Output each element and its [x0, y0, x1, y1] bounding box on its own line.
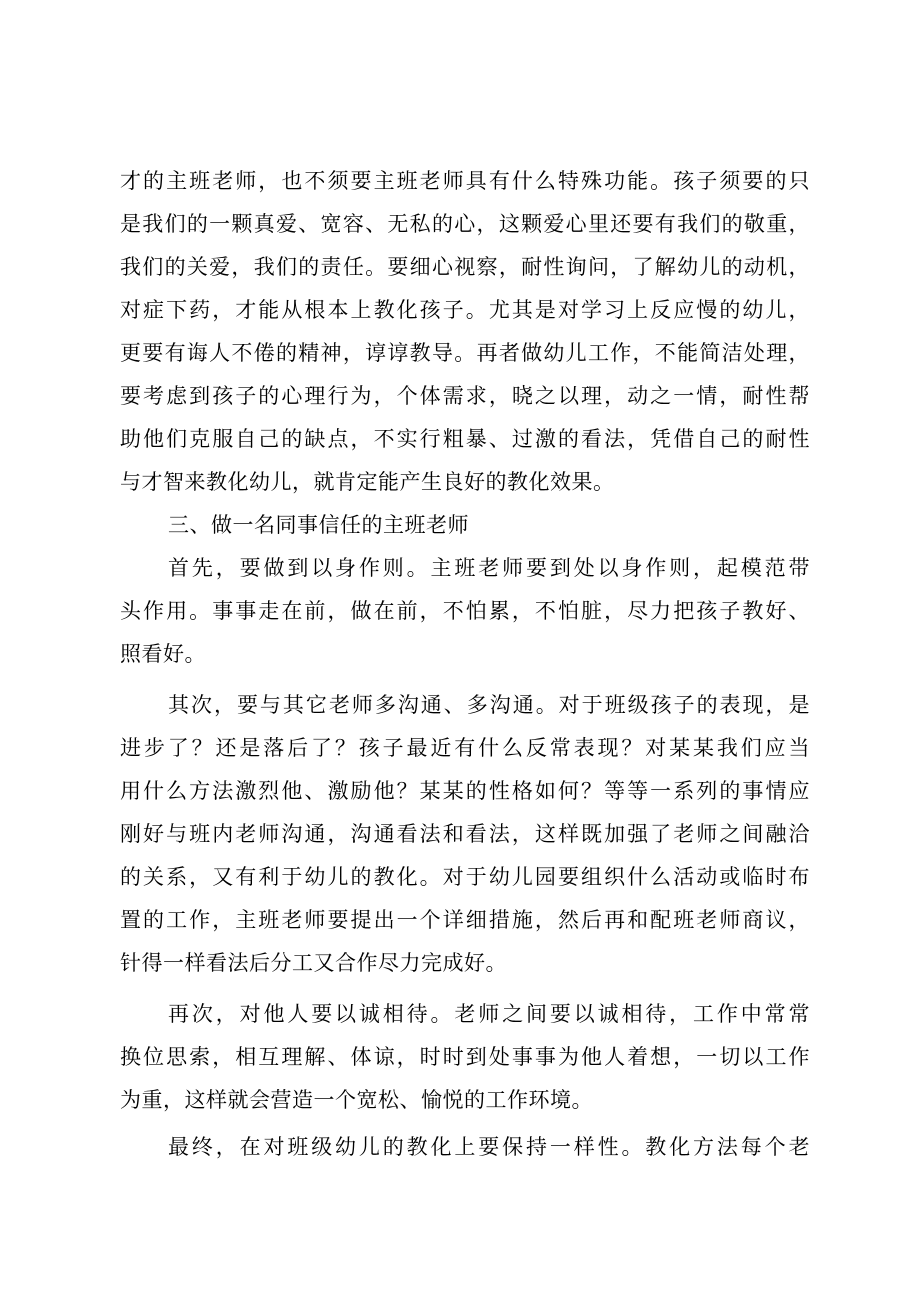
paragraph-line: 照看好。 [120, 642, 206, 666]
paragraph-line: 首先，要做到以身作则。主班老师要到处以身作则，起模范带 [168, 556, 810, 580]
section-heading [120, 504, 810, 547]
document-body [120, 160, 810, 1169]
paragraph-line: 的关系，又有利于幼儿的教化。对于幼儿园要组织什么活动或临时布 [120, 865, 810, 889]
paragraph-line: 头作用。事事走在前，做在前，不怕累，不怕脏，尽力把孩子教好、 [120, 599, 810, 623]
paragraph-line: 最终，在对班级幼儿的教化上要保持一样性。教化方法每个老 [168, 1135, 810, 1159]
paragraph-line: 才的主班老师，也不须要主班老师具有什么特殊功能。孩子须要的只 [120, 169, 810, 193]
paragraph-line: 助他们克服自己的缺点，不实行粗暴、过激的看法，凭借自己的耐性 [120, 427, 810, 451]
paragraph-line: 要考虑到孩子的心理行为，个体需求，晓之以理，动之一情，耐性帮 [120, 384, 810, 408]
paragraph-line: 为重，这样就会营造一个宽松、愉悦的工作环境。 [120, 1088, 593, 1112]
paragraph-line: 是我们的一颗真爱、宽容、无私的心，这颗爱心里还要有我们的敬重， [120, 212, 810, 236]
paragraph-line: 与才智来教化幼儿，就肯定能产生良好的教化效果。 [120, 470, 615, 494]
paragraph-line: 刚好与班内老师沟通，沟通看法和看法，这样既加强了老师之间融洽 [120, 822, 810, 846]
paragraph-line: 对症下药，才能从根本上教化孩子。尤其是对学习上反应慢的幼儿， [120, 298, 810, 322]
paragraph-line: 更要有诲人不倦的精神，谆谆教导。再者做幼儿工作，不能简洁处理， [120, 341, 810, 365]
paragraph-line: 置的工作，主班老师要提出一个详细措施，然后再和配班老师商议， [120, 908, 810, 932]
section-heading-text: 三、做一名同事信任的主班老师 [168, 513, 469, 537]
paragraph-1 [120, 160, 810, 504]
paragraph-5 [120, 1126, 810, 1169]
paragraph-line: 用什么方法激烈他、激励他？某某的性格如何？等等一系列的事情应 [120, 779, 810, 803]
paragraph-line: 我们的关爱，我们的责任。要细心视察，耐性询问，了解幼儿的动机， [120, 255, 810, 279]
paragraph-line: 换位思索，相互理解、体谅，时时到处事事为他人着想，一切以工作 [120, 1045, 810, 1069]
paragraph-line: 其次，要与其它老师多沟通、多沟通。对于班级孩子的表现，是 [168, 693, 810, 717]
paragraph-line: 进步了？还是落后了？孩子最近有什么反常表现？对某某我们应当 [120, 736, 810, 760]
paragraph-3 [120, 684, 810, 985]
paragraph-line: 再次，对他人要以诚相待。老师之间要以诚相待，工作中常常 [168, 1002, 810, 1026]
paragraph-line: 针得一样看法后分工又合作尽力完成好。 [120, 951, 507, 975]
paragraph-4 [120, 993, 810, 1122]
paragraph-2 [120, 547, 810, 676]
